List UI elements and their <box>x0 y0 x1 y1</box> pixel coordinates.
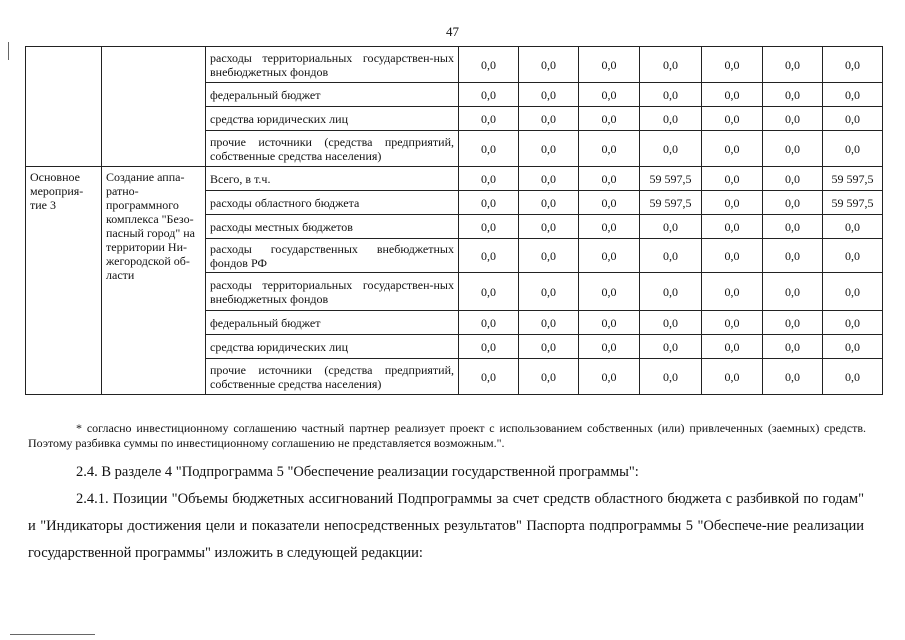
event-cell-continued <box>26 47 102 167</box>
value-cell: 0,0 <box>823 311 883 335</box>
paragraph-section-2-4: 2.4. В разделе 4 "Подпрограмма 5 "Обеспечение реализации государственной программы": <box>76 464 639 480</box>
value-cell: 0,0 <box>763 239 823 273</box>
value-cell: 0,0 <box>579 311 640 335</box>
value-cell: 0,0 <box>459 131 519 167</box>
bottom-left-rule <box>10 634 95 635</box>
description-cell-continued <box>102 47 206 167</box>
value-cell: 0,0 <box>640 273 702 311</box>
value-cell: 0,0 <box>519 47 579 83</box>
value-cell: 0,0 <box>519 107 579 131</box>
value-cell: 0,0 <box>519 83 579 107</box>
value-cell: 0,0 <box>640 83 702 107</box>
value-cell: 0,0 <box>579 191 640 215</box>
value-cell: 0,0 <box>763 83 823 107</box>
value-cell: 0,0 <box>763 335 823 359</box>
value-cell: 0,0 <box>640 239 702 273</box>
value-cell: 0,0 <box>579 239 640 273</box>
budget-table <box>25 46 883 395</box>
value-cell: 0,0 <box>763 107 823 131</box>
funding-source-cell: прочие источники (средства предприятий, собственные средства населения) <box>206 359 459 395</box>
value-cell: 59 597,5 <box>823 167 883 191</box>
value-cell: 0,0 <box>763 167 823 191</box>
value-cell: 0,0 <box>823 83 883 107</box>
value-cell: 0,0 <box>823 47 883 83</box>
value-cell: 0,0 <box>459 335 519 359</box>
value-cell: 0,0 <box>702 311 763 335</box>
value-cell: 0,0 <box>519 273 579 311</box>
value-cell: 0,0 <box>702 215 763 239</box>
value-cell: 0,0 <box>702 167 763 191</box>
value-cell: 0,0 <box>702 335 763 359</box>
value-cell: 0,0 <box>763 311 823 335</box>
value-cell: 0,0 <box>459 107 519 131</box>
value-cell: 0,0 <box>579 131 640 167</box>
value-cell: 0,0 <box>640 215 702 239</box>
value-cell: 0,0 <box>823 131 883 167</box>
main-event-3-label: Основное мероприя-тие 3 <box>26 167 102 395</box>
value-cell: 0,0 <box>579 107 640 131</box>
value-cell: 0,0 <box>823 359 883 395</box>
value-cell: 0,0 <box>519 359 579 395</box>
value-cell: 0,0 <box>579 167 640 191</box>
value-cell: 0,0 <box>640 47 702 83</box>
value-cell: 0,0 <box>459 215 519 239</box>
value-cell: 0,0 <box>763 215 823 239</box>
value-cell: 0,0 <box>459 191 519 215</box>
funding-source-cell: расходы областного бюджета <box>206 191 459 215</box>
funding-source-cell: Всего, в т.ч. <box>206 167 459 191</box>
value-cell: 0,0 <box>763 359 823 395</box>
value-cell: 0,0 <box>519 131 579 167</box>
value-cell: 0,0 <box>459 359 519 395</box>
value-cell: 0,0 <box>459 83 519 107</box>
value-cell: 0,0 <box>519 215 579 239</box>
value-cell: 59 597,5 <box>640 167 702 191</box>
value-cell: 0,0 <box>640 335 702 359</box>
value-cell: 0,0 <box>519 167 579 191</box>
value-cell: 0,0 <box>702 191 763 215</box>
value-cell: 0,0 <box>823 215 883 239</box>
value-cell: 0,0 <box>519 311 579 335</box>
funding-source-cell: расходы территориальных государствен-ных внебюджетных фондов <box>206 273 459 311</box>
value-cell: 0,0 <box>823 335 883 359</box>
table-row <box>26 167 883 191</box>
value-cell: 0,0 <box>702 359 763 395</box>
page-number: 47 <box>446 24 459 39</box>
value-cell: 0,0 <box>640 311 702 335</box>
funding-source-cell: средства юридических лиц <box>206 335 459 359</box>
value-cell: 0,0 <box>459 47 519 83</box>
value-cell: 0,0 <box>763 273 823 311</box>
value-cell: 0,0 <box>702 47 763 83</box>
value-cell: 59 597,5 <box>640 191 702 215</box>
value-cell: 0,0 <box>823 239 883 273</box>
value-cell: 0,0 <box>763 47 823 83</box>
value-cell: 0,0 <box>702 83 763 107</box>
funding-source-cell: средства юридических лиц <box>206 107 459 131</box>
main-event-3-description: Создание аппа-ратно-программного комплекса "Безо-пасный город" на территории Ни-жегородской об-ласти <box>102 167 206 395</box>
table-footnote: * согласно инвестиционному соглашению частный партнер реализует проект с использованием собственных (или) привлеченных (заемных) средств. Поэтому разбивка суммы по инвестиционному соглашению не представляется возможным.". <box>28 421 866 450</box>
value-cell: 0,0 <box>763 191 823 215</box>
value-cell: 0,0 <box>579 83 640 107</box>
value-cell: 0,0 <box>579 273 640 311</box>
value-cell: 0,0 <box>579 47 640 83</box>
value-cell: 59 597,5 <box>823 191 883 215</box>
value-cell: 0,0 <box>519 239 579 273</box>
value-cell: 0,0 <box>702 107 763 131</box>
value-cell: 0,0 <box>823 107 883 131</box>
paragraph-section-2-4-1: 2.4.1. Позиции "Объемы бюджетных ассигнований Подпрограммы за счет средств областного бюджета с разбивкой по годам" и "Индикаторы достижения цели и показатели непосредственных результатов" Паспорта подпрограммы 5 "Обеспече-ние реализации государственной программы" изложить в следующей редакции: <box>28 491 864 561</box>
value-cell: 0,0 <box>702 131 763 167</box>
budget-table-body <box>26 47 883 395</box>
funding-source-cell: федеральный бюджет <box>206 83 459 107</box>
table-row <box>26 47 883 83</box>
funding-source-cell: расходы территориальных государствен-ных внебюджетных фондов <box>206 47 459 83</box>
value-cell: 0,0 <box>702 239 763 273</box>
value-cell: 0,0 <box>579 335 640 359</box>
value-cell: 0,0 <box>579 215 640 239</box>
value-cell: 0,0 <box>519 335 579 359</box>
value-cell: 0,0 <box>459 239 519 273</box>
value-cell: 0,0 <box>640 359 702 395</box>
value-cell: 0,0 <box>459 167 519 191</box>
left-edge-mark <box>8 42 9 60</box>
value-cell: 0,0 <box>579 359 640 395</box>
value-cell: 0,0 <box>763 131 823 167</box>
funding-source-cell: расходы государственных внебюджетных фондов РФ <box>206 239 459 273</box>
funding-source-cell: прочие источники (средства предприятий, собственные средства населения) <box>206 131 459 167</box>
value-cell: 0,0 <box>519 191 579 215</box>
value-cell: 0,0 <box>702 273 763 311</box>
value-cell: 0,0 <box>459 311 519 335</box>
funding-source-cell: расходы местных бюджетов <box>206 215 459 239</box>
value-cell: 0,0 <box>640 107 702 131</box>
funding-source-cell: федеральный бюджет <box>206 311 459 335</box>
value-cell: 0,0 <box>459 273 519 311</box>
value-cell: 0,0 <box>640 131 702 167</box>
value-cell: 0,0 <box>823 273 883 311</box>
